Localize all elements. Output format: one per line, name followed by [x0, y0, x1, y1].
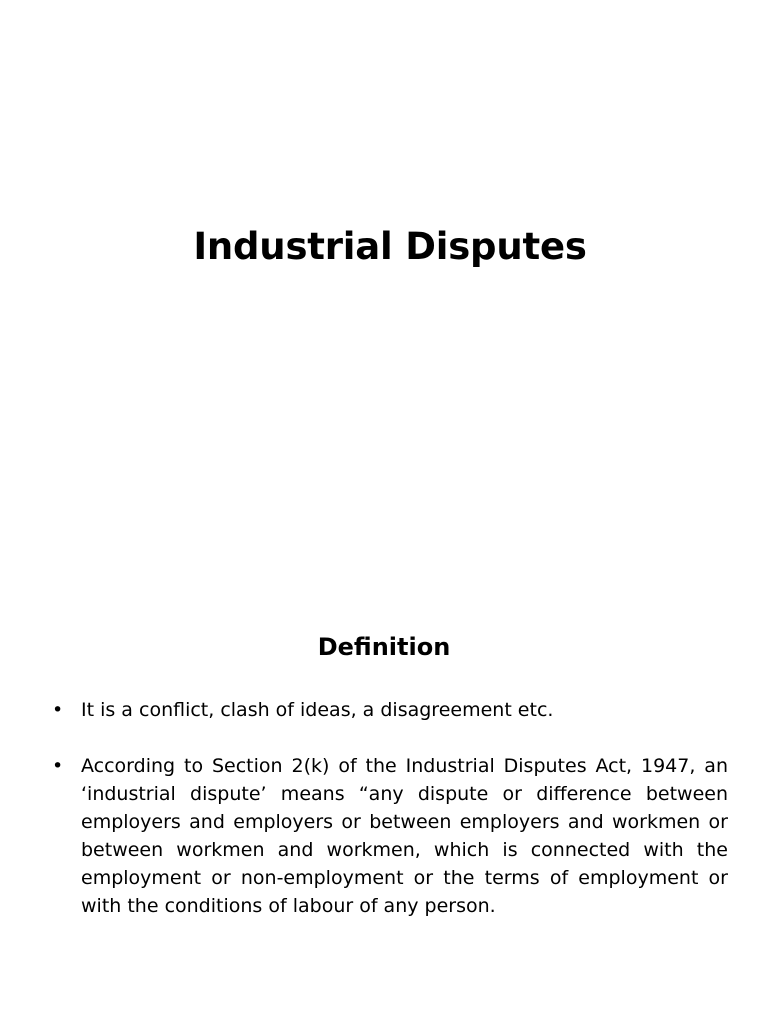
bullet-item [52, 752, 728, 920]
bullet-icon: • [52, 699, 64, 721]
bullet-icon: • [52, 755, 64, 777]
definition-slide [0, 576, 768, 1024]
bullet-list [52, 696, 728, 948]
bullet-item [52, 696, 728, 724]
definition-heading: Definition [317, 633, 451, 661]
slide-title: Industrial Disputes [193, 225, 587, 268]
bullet-text: It is a conflict, clash of ideas, a disagreement etc. [81, 699, 554, 721]
bullet-text: According to Section 2(k) of the Industrial Disputes Act, 1947, an ‘industrial dispute’ means “any dispute or difference between employers and employers or between employers and workmen or between workmen and workmen, which is connected with the employment or non-employment or the terms of employment or with the conditions of labour of any person. [81, 755, 728, 917]
